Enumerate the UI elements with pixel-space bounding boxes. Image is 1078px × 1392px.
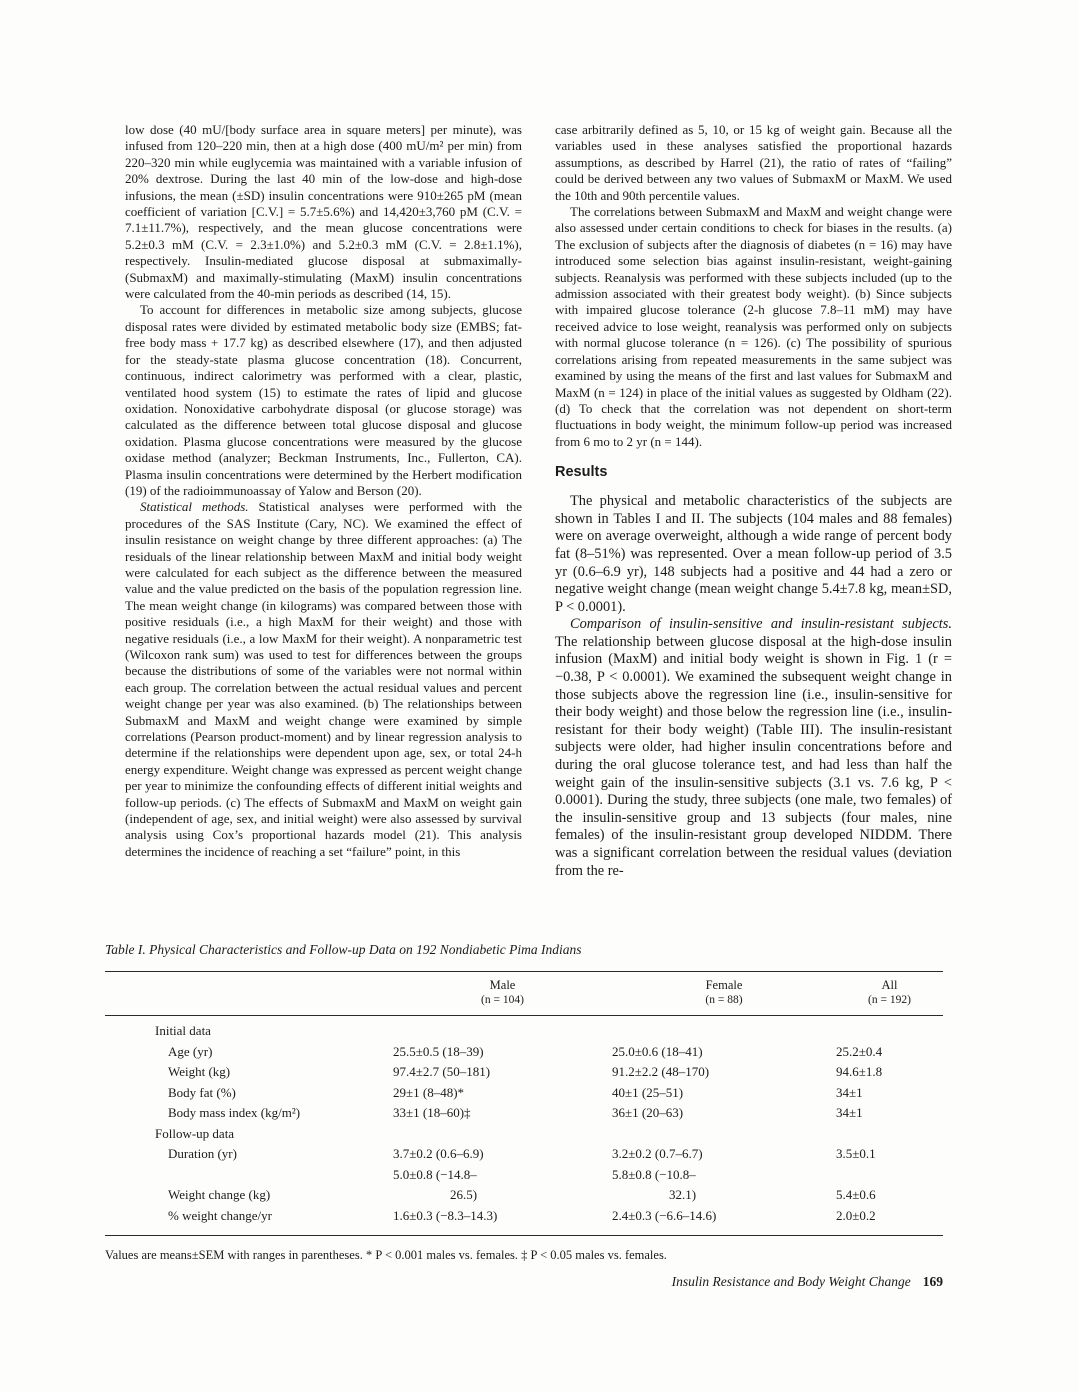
methods-continued [555,122,952,450]
value-all: 5.4±0.6 [836,1187,876,1202]
value-female: 91.2±2.2 (48–170) [612,1064,710,1079]
running-title: Insulin Resistance and Body Weight Change [671,1274,911,1289]
col-header-n: (n = 88) [705,994,743,1006]
value-female: 5.8±0.8 (−10.8– [612,1166,696,1182]
table-header-row [105,971,943,1016]
paragraph-results [555,493,952,616]
table-row [105,1064,943,1085]
value-all: 94.6±1.8 [836,1064,883,1079]
text-columns [125,122,952,880]
results-heading: Results [555,464,608,481]
value-female: 32.1) [669,1187,697,1202]
row-label: Duration (yr) [168,1146,237,1161]
paragraph-methods [125,302,522,499]
col-header-male [393,978,612,1008]
paragraph-text: case arbitrarily defined as 5, 10, or 15 kg of weight gain. Because all the variables used in these analyses satisfied the proportional hazards assumptions, as described by Harrel (21), the ratio of rates of “failing” could be derived between any two values of SubmaxM or MaxM. We used the 10th and 90th percentile values. [555,122,952,203]
paragraph-lead: Statistical methods. [140,499,249,515]
value-all: 25.2±0.4 [836,1043,883,1059]
table-row [105,1023,943,1044]
paragraph-text: Statistical analyses were performed with the procedures of the SAS Institute (Cary, NC). We examined the effect of insulin resistance on weight change by three different approaches: (a) The residuals of the linear relationship between MaxM and initial body weight were calculated for each subject as the difference between the measured value and the value predicted on the basis of the population regression line. The mean weight change (in kilograms) was compared between those with positive residuals (i.e., a high MaxM for their weight) and those with negative residuals (i.e., a low MaxM for their weight). A nonparametric test (Wilcoxon rank sum) was used to test for differences between the groups because the distributions of some of the variables were not normal within each group. The correlation between the actual residual values and percent weight change per year was also examined. (b) The relationships between SubmaxM and MaxM and weight change were examined by simple correlations (Pearson product-moment) and by linear regression analysis to determine if the relationships were dependent upon age, sex, or total 24-h energy expenditure. Weight change was expressed as percent weight change per year to minimize the confounding effects of different initial weights and follow-up periods. (c) The effects of SubmaxM and MaxM on weight gain (independent of age, sex, and initial weight) were also assessed by survival analysis using Cox’s proportional hazards model (21). This analysis determines the incidence of reaching a set “failure” point, in this [125,499,522,859]
row-label: Weight change (kg) [168,1187,271,1202]
value-all: 2.0±0.2 [836,1207,876,1223]
col-header-n: (n = 192) [868,994,911,1006]
paragraph-text: The correlations between SubmaxM and MaxM and weight change were also assessed under certain conditions to check for biases in the results. (a) The exclusion of subjects after the diagnosis of diabetes (n = 16) may have introduced some selection bias against insulin-resistant, weight-gaining subjects. Reanalysis was performed with these subjects included (up to the admission associated with their greatest body weight). (b) Since subjects with impaired glucose tolerance (2-h glucose 7.8–11 mM) may have received advice to lose weight, reanalysis was performed only on subjects with normal glucose tolerance (n = 126). (c) The possibility of spurious correlations arising from repeated measurements in the same subject was examined by using the means of the first and last values for SubmaxM and MaxM (n = 124) in place of the initial values as suggested by Oldham (22). (d) To check that the correlation was not dependent on short-term fluctuations in body weight, the minimum follow-up period was increased from 6 mo to 2 yr (n = 144). [555,204,952,449]
col-header-empty [105,978,393,1008]
value-male: 29±1 (8–48)* [393,1084,465,1100]
paragraph-text: The relationship between glucose disposal at the high-dose insulin infusion (MaxM) and initial body weight is shown in Fig. 1 (r = −0.38, P < 0.0001). We examined the subsequent weight change in those subjects above the regression line (i.e., insulin-sensitive for their body weight) and those below the regression line (i.e., insulin-resistant for their body weight) (Table III). The insulin-resistant subjects were older, had higher insulin concentrations before and during the oral glucose tolerance test, and had less than half the weight gain of the insulin-sensitive subjects (3.1 vs. 7.6 kg, P < 0.0001). During the study, three subjects (one male, two females) of the insulin-sensitive group and 13 subjects (four males, nine females) of the insulin-resistant group developed NIDDM. There was a significant correlation between the residual values (deviation from the re- [555,633,952,879]
value-male: 97.4±2.7 (50–181) [393,1064,491,1079]
table-footnote: Values are means±SEM with ranges in parentheses. * P < 0.001 males vs. females. ‡ P < 0.05 males vs. females. [105,1248,667,1262]
table-row [105,1126,943,1147]
row-label: Weight (kg) [168,1064,231,1079]
col-header-n: (n = 104) [481,994,524,1006]
value-male: 33±1 (18–60)‡ [393,1105,471,1120]
table-title: Table I. Physical Characteristics and Follow-up Data on 192 Nondiabetic Pima Indians [105,942,582,957]
value-female: 3.2±0.2 (0.7–6.7) [612,1146,703,1161]
paragraph-results-comparison [555,616,952,880]
value-male: 3.7±0.2 (0.6–6.9) [393,1146,484,1161]
page-footer [105,1274,943,1290]
paragraph-methods-continuation [125,122,522,302]
right-column [555,122,952,880]
row-label: Initial data [155,1023,211,1038]
table-1 [105,942,943,1276]
value-male: 25.5±0.5 (18–39) [393,1043,484,1059]
paragraph-lead: Comparison of insulin-sensitive and insulin-resistant subjects. [570,616,952,633]
table-row [105,1105,943,1126]
row-label: % weight change/yr [168,1207,272,1223]
table-body [105,1016,943,1236]
value-male: 1.6±0.3 (−8.3–14.3) [393,1207,498,1223]
value-female: 2.4±0.3 (−6.6–14.6) [612,1207,717,1223]
value-female: 40±1 (25–51) [612,1084,684,1100]
col-header-name: Male [489,978,516,992]
table-row [105,1044,943,1065]
col-header-female [612,978,836,1008]
page-number: 169 [922,1274,943,1289]
paragraph-text: The physical and metabolic characteristics of the subjects are shown in Tables I and II. The subjects (104 males and 88 females) were on average overweight, although a wide range of percent body fat (8–51%) was represented. Over a mean follow-up period of 3.5 yr (0.6–6.9 yr), 148 subjects had a positive and 44 had a zero or negative weight change (mean weight change 5.4±7.8 kg, mean±SD, P < 0.0001). [555,493,952,615]
paragraph-text: To account for differences in metabolic size among subjects, glucose disposal rates were divided by estimated metabolic body size (EMBS; fat-free body mass + 17.7 kg) as described elsewhere (17), and then adjusted for the steady-state plasma glucose concentration (18). Concurrent, continuous, indirect calorimetry was performed with a clear, plastic, ventilated hood system (15) to estimate the rates of lipid and glucose oxidation. Nonoxidative carbohydrate disposal (or glucose storage) was calculated as the difference between total glucose disposal and glucose oxidation. Plasma glucose concentrations were measured by the glucose oxidase method (analyzer; Beckman Instruments, Inc., Fullerton, CA). Plasma insulin concentrations were determined by the Herbert modification (19) of the radioimmunoassay of Yalow and Berson (20). [125,302,522,498]
paragraph-methods [555,204,952,450]
row-label: Body fat (%) [168,1084,236,1100]
table-row [105,1208,943,1229]
row-label: Follow-up data [155,1125,235,1141]
row-label: Body mass index (kg/m²) [168,1105,301,1120]
table-row [105,1187,943,1208]
value-male: 26.5) [450,1187,478,1202]
value-male: 5.0±0.8 (−14.8– [393,1166,477,1182]
paragraph-text: low dose (40 mU/[body surface area in square meters] per minute), was infused from 120–220 min, then at a high dose (400 mU/m² per min) from 220–320 min while euglycemia was maintained with a variable infusion of 20% dextrose. During the last 40 min of the low-dose and high-dose infusions, the mean (±SD) insulin concentrations were 910±265 pM (mean coefficient of variation [C.V.] = 5.7±5.6%) and 14,420±3,760 pM (C.V. = 7.1±11.7%), respectively, and the mean glucose concentrations were 5.2±0.3 mM (C.V. = 2.3±1.0%) and 5.2±0.3 mM (C.V. = 2.8±1.1%), respectively. Insulin-mediated glucose disposal at submaximally- (SubmaxM) and maximally-stimulating (MaxM) insulin concentrations were calculated from the 40-min periods as described (14, 15). [125,122,522,302]
col-header-name: Female [705,978,743,992]
col-header-name: All [881,978,898,992]
value-female: 36±1 (20–63) [612,1105,684,1120]
paragraph-methods-continuation [555,122,952,204]
paragraph-statistical-methods [125,499,522,860]
value-female: 25.0±0.6 (18–41) [612,1043,703,1059]
table-row [105,1085,943,1106]
col-header-all [836,978,943,1008]
row-label: Age (yr) [168,1043,213,1059]
value-all: 34±1 [836,1105,863,1120]
left-column [125,122,522,880]
results-section [555,493,952,880]
table-row [105,1167,943,1188]
value-all: 3.5±0.1 [836,1146,876,1161]
table-row [105,1146,943,1167]
value-all: 34±1 [836,1084,863,1100]
